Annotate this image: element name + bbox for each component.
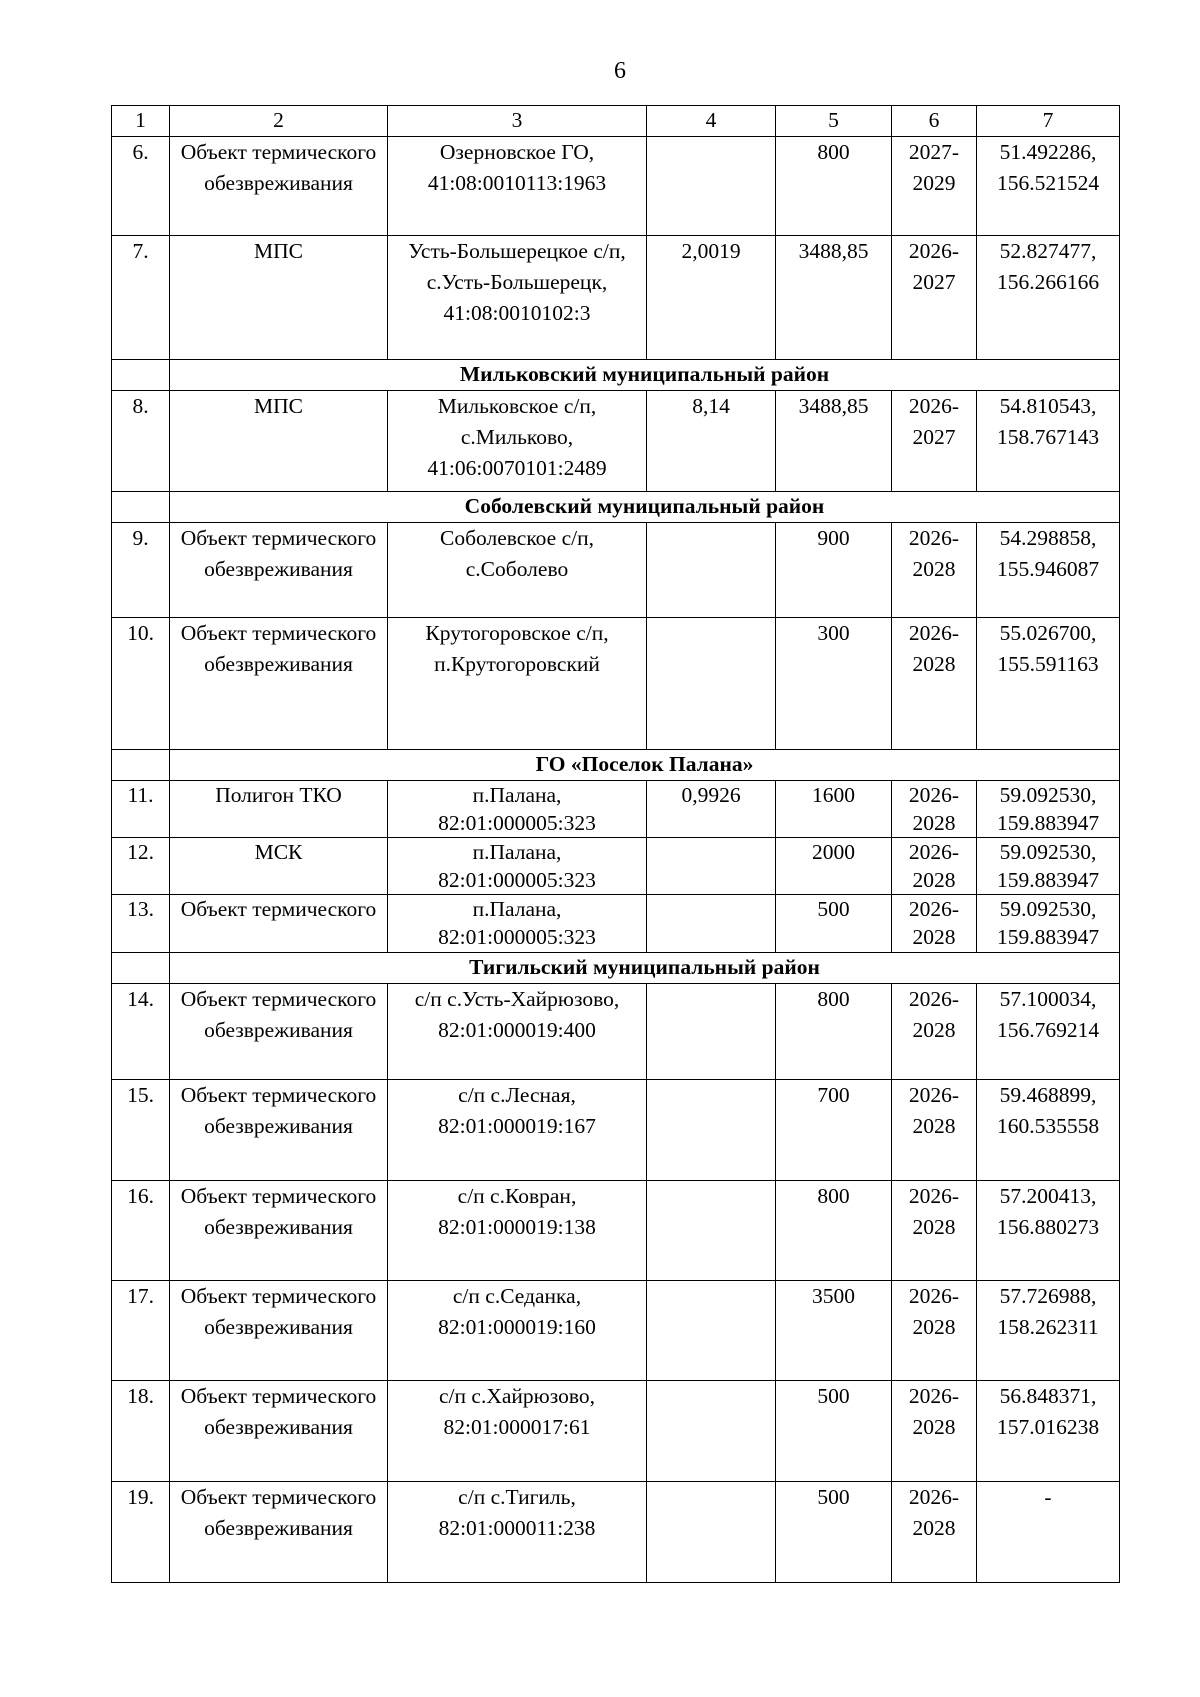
cell-col-5: 500 — [776, 895, 892, 953]
cell-col-2: Объект термического обезвреживания — [170, 1381, 388, 1482]
cell-col-1: 18. — [112, 1381, 170, 1482]
section-number-cell — [112, 360, 170, 391]
cell-col-5: 2000 — [776, 838, 892, 895]
cell-col-4 — [647, 1381, 776, 1482]
cell-col-1: 15. — [112, 1080, 170, 1181]
section-number-cell — [112, 953, 170, 984]
cell-col-7: 54.298858, 155.946087 — [977, 523, 1120, 618]
cell-col-2: Объект термического — [170, 895, 388, 953]
cell-col-1: 16. — [112, 1181, 170, 1281]
table-row — [112, 1482, 1120, 1583]
cell-col-2: Объект термического обезвреживания — [170, 1281, 388, 1381]
cell-col-5: 900 — [776, 523, 892, 618]
cell-col-6: 2026-2028 — [892, 618, 977, 750]
cell-col-4 — [647, 984, 776, 1080]
header-cell: 2 — [170, 106, 388, 137]
section-row — [112, 953, 1120, 984]
cell-col-7: 51.492286, 156.521524 — [977, 137, 1120, 236]
cell-col-7: 59.092530, 159.883947 — [977, 838, 1120, 895]
table-row — [112, 838, 1120, 895]
cell-col-1: 12. — [112, 838, 170, 895]
cell-col-2: Объект термического обезвреживания — [170, 984, 388, 1080]
cell-col-7: 59.092530, 159.883947 — [977, 781, 1120, 838]
cell-col-2: Объект термического обезвреживания — [170, 1482, 388, 1583]
cell-col-5: 800 — [776, 137, 892, 236]
cell-col-4 — [647, 1482, 776, 1583]
cell-col-1: 10. — [112, 618, 170, 750]
cell-col-2: Полигон ТКО — [170, 781, 388, 838]
cell-col-3: Соболевское с/п, с.Соболево — [388, 523, 647, 618]
cell-col-6: 2027-2029 — [892, 137, 977, 236]
cell-col-5: 800 — [776, 984, 892, 1080]
cell-col-1: 14. — [112, 984, 170, 1080]
cell-col-2: Объект термического обезвреживания — [170, 137, 388, 236]
cell-col-5: 500 — [776, 1381, 892, 1482]
header-cell: 7 — [977, 106, 1120, 137]
cell-col-6: 2026-2028 — [892, 838, 977, 895]
cell-col-7: 59.468899, 160.535558 — [977, 1080, 1120, 1181]
table-row — [112, 1080, 1120, 1181]
cell-col-4: 8,14 — [647, 391, 776, 492]
table-row — [112, 236, 1120, 360]
cell-col-3: п.Палана, 82:01:000005:323 — [388, 781, 647, 838]
cell-col-3: п.Палана, 82:01:000005:323 — [388, 838, 647, 895]
cell-col-5: 300 — [776, 618, 892, 750]
table-row — [112, 137, 1120, 236]
cell-col-1: 13. — [112, 895, 170, 953]
cell-col-7: 57.726988, 158.262311 — [977, 1281, 1120, 1381]
cell-col-4 — [647, 895, 776, 953]
section-title: Тигильский муниципальный район — [170, 953, 1120, 984]
cell-col-6: 2026-2028 — [892, 1381, 977, 1482]
header-cell: 4 — [647, 106, 776, 137]
cell-col-4: 2,0019 — [647, 236, 776, 360]
table-row — [112, 523, 1120, 618]
cell-col-4 — [647, 137, 776, 236]
cell-col-6: 2026-2028 — [892, 523, 977, 618]
cell-col-5: 3500 — [776, 1281, 892, 1381]
cell-col-4 — [647, 1281, 776, 1381]
section-row — [112, 360, 1120, 391]
cell-col-6: 2026-2028 — [892, 1080, 977, 1181]
section-title: ГО «Поселок Палана» — [170, 750, 1120, 781]
header-cell: 3 — [388, 106, 647, 137]
cell-col-2: Объект термического обезвреживания — [170, 523, 388, 618]
cell-col-6: 2026-2027 — [892, 236, 977, 360]
cell-col-2: МПС — [170, 236, 388, 360]
cell-col-2: МСК — [170, 838, 388, 895]
cell-col-6: 2026-2028 — [892, 1281, 977, 1381]
header-cell: 1 — [112, 106, 170, 137]
cell-col-5: 3488,85 — [776, 236, 892, 360]
cell-col-5: 700 — [776, 1080, 892, 1181]
cell-col-4 — [647, 1181, 776, 1281]
cell-col-6: 2026-2028 — [892, 895, 977, 953]
header-cell: 5 — [776, 106, 892, 137]
cell-col-7: 57.100034, 156.769214 — [977, 984, 1120, 1080]
cell-col-5: 500 — [776, 1482, 892, 1583]
cell-col-6: 2026-2028 — [892, 781, 977, 838]
cell-col-1: 7. — [112, 236, 170, 360]
cell-col-1: 17. — [112, 1281, 170, 1381]
section-row — [112, 492, 1120, 523]
table-row — [112, 1381, 1120, 1482]
table-row — [112, 1181, 1120, 1281]
table-row — [112, 391, 1120, 492]
section-number-cell — [112, 750, 170, 781]
cell-col-4 — [647, 523, 776, 618]
cell-col-5: 1600 — [776, 781, 892, 838]
table-row — [112, 1281, 1120, 1381]
cell-col-6: 2026-2028 — [892, 1181, 977, 1281]
cell-col-2: Объект термического обезвреживания — [170, 618, 388, 750]
table-row — [112, 618, 1120, 750]
cell-col-6: 2026-2028 — [892, 984, 977, 1080]
section-title: Соболевский муниципальный район — [170, 492, 1120, 523]
cell-col-4 — [647, 618, 776, 750]
cell-col-7: 59.092530, 159.883947 — [977, 895, 1120, 953]
cell-col-7: 52.827477, 156.266166 — [977, 236, 1120, 360]
cell-col-1: 9. — [112, 523, 170, 618]
cell-col-3: Мильковское с/п, с.Мильково, 41:06:0070101:2489 — [388, 391, 647, 492]
cell-col-6: 2026-2027 — [892, 391, 977, 492]
table-body — [112, 106, 1120, 1583]
header-row — [112, 106, 1120, 137]
cell-col-1: 8. — [112, 391, 170, 492]
cell-col-2: Объект термического обезвреживания — [170, 1080, 388, 1181]
table-row — [112, 895, 1120, 953]
cell-col-1: 6. — [112, 137, 170, 236]
cell-col-4: 0,9926 — [647, 781, 776, 838]
section-title: Мильковский муниципальный район — [170, 360, 1120, 391]
cell-col-5: 3488,85 — [776, 391, 892, 492]
cell-col-7: - — [977, 1482, 1120, 1583]
cell-col-3: Крутогоровское с/п, п.Крутогоровский — [388, 618, 647, 750]
section-row — [112, 750, 1120, 781]
cell-col-1: 11. — [112, 781, 170, 838]
table-row — [112, 984, 1120, 1080]
cell-col-3: с/п с.Лесная, 82:01:000019:167 — [388, 1080, 647, 1181]
cell-col-3: с/п с.Тигиль, 82:01:000011:238 — [388, 1482, 647, 1583]
table-row — [112, 781, 1120, 838]
cell-col-2: Объект термического обезвреживания — [170, 1181, 388, 1281]
section-number-cell — [112, 492, 170, 523]
cell-col-2: МПС — [170, 391, 388, 492]
cell-col-3: Усть-Большерецкое с/п, с.Усть-Большерецк, 41:08:0010102:3 — [388, 236, 647, 360]
cell-col-7: 57.200413, 156.880273 — [977, 1181, 1120, 1281]
cell-col-3: п.Палана, 82:01:000005:323 — [388, 895, 647, 953]
cell-col-4 — [647, 838, 776, 895]
cell-col-6: 2026-2028 — [892, 1482, 977, 1583]
cell-col-7: 54.810543, 158.767143 — [977, 391, 1120, 492]
cell-col-3: Озерновское ГО, 41:08:0010113:1963 — [388, 137, 647, 236]
cell-col-3: с/п с.Хайрюзово, 82:01:000017:61 — [388, 1381, 647, 1482]
cell-col-3: с/п с.Седанка, 82:01:000019:160 — [388, 1281, 647, 1381]
cell-col-5: 800 — [776, 1181, 892, 1281]
cell-col-7: 55.026700, 155.591163 — [977, 618, 1120, 750]
cell-col-4 — [647, 1080, 776, 1181]
cell-col-3: с/п с.Ковран, 82:01:000019:138 — [388, 1181, 647, 1281]
cell-col-7: 56.848371, 157.016238 — [977, 1381, 1120, 1482]
page-number: 6 — [614, 58, 626, 84]
header-cell: 6 — [892, 106, 977, 137]
objects-table — [111, 105, 1120, 1583]
cell-col-3: с/п с.Усть-Хайрюзово, 82:01:000019:400 — [388, 984, 647, 1080]
cell-col-1: 19. — [112, 1482, 170, 1583]
